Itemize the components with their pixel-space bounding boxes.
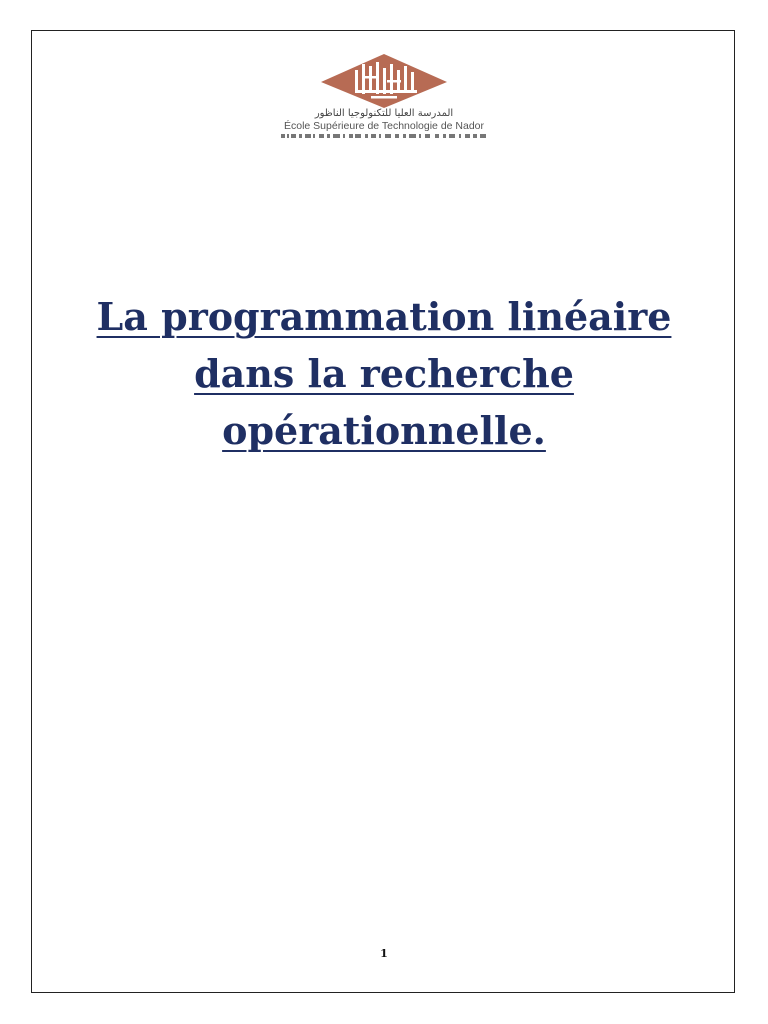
title-line-3: opérationnelle.	[222, 408, 546, 453]
page-border	[31, 30, 735, 993]
logo-tifinagh-text-icon	[275, 132, 493, 140]
school-emblem-icon	[315, 52, 453, 110]
title-line-2: dans la recherche	[194, 351, 574, 396]
logo-french-text: École Supérieure de Technologie de Nador	[283, 120, 485, 132]
school-logo	[275, 52, 493, 144]
page-number: 1	[380, 947, 388, 960]
document-title	[40, 288, 728, 459]
title-line-1: La programmation linéaire	[96, 294, 672, 339]
logo-arabic-text: المدرسة العليا للتكنولوجيا الناظور	[314, 108, 454, 119]
